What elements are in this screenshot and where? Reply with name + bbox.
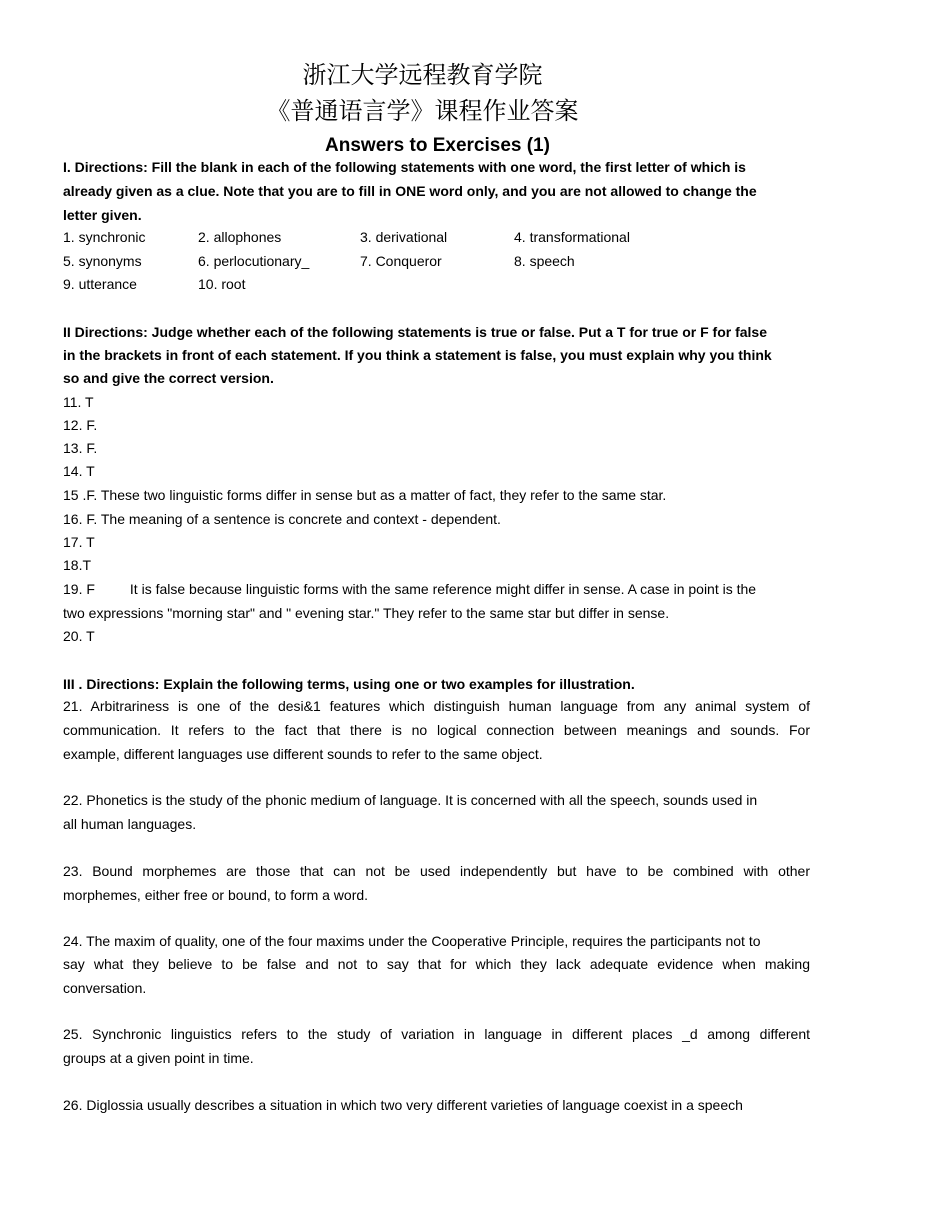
institution-title: 浙江大学远程教育学院 xyxy=(302,61,543,89)
term-line: 23. Bound morphemes are those that can not be used independently but have to be combined with other xyxy=(63,863,810,879)
answer-line: 14. T xyxy=(63,463,95,479)
answer-cell: 8. speech xyxy=(514,253,575,269)
answer-line: 13. F. xyxy=(63,440,98,456)
term-line: say what they believe to be false and not to say that for which they lack adequate evidence when making xyxy=(63,956,810,972)
answer-line: 11. T xyxy=(63,394,94,410)
term-line: morphemes, either free or bound, to form a word. xyxy=(63,887,369,903)
answer-line: two expressions "morning star" and " evening star." They refer to the same star but differ in sense. xyxy=(63,605,670,621)
section1-directions-line: letter given. xyxy=(63,207,142,223)
term-line: 22. Phonetics is the study of the phonic medium of language. It is concerned with all the speech, sounds used in xyxy=(63,792,758,808)
page-title: Answers to Exercises (1) xyxy=(325,135,550,156)
course-title: 《普通语言学》课程作业答案 xyxy=(266,97,579,125)
term-line: 25. Synchronic linguistics refers to the study of variation in language in different places _d among different xyxy=(63,1026,810,1042)
answer-cell: 6. perlocutionary_ xyxy=(198,253,310,269)
section3-directions: III . Directions: Explain the following terms, using one or two examples for illustration. xyxy=(63,676,635,692)
answer-cell: 10. root xyxy=(198,276,246,292)
term-line: 24. The maxim of quality, one of the four maxims under the Cooperative Principle, requires the participants not to xyxy=(63,933,761,949)
term-line: conversation. xyxy=(63,980,147,996)
section2-directions-line: so and give the correct version. xyxy=(63,370,274,386)
answer-line: 15 .F. These two linguistic forms differ in sense but as a matter of fact, they refer to the same star. xyxy=(63,487,667,503)
answer-cell: 7. Conqueror xyxy=(360,253,442,269)
term-line: communication. It refers to the fact that there is no logical connection between meanings and sounds. For xyxy=(63,722,810,738)
section2-directions-line: in the brackets in front of each statement. If you think a statement is false, you must explain why you think xyxy=(63,347,772,363)
term-line: 26. Diglossia usually describes a situation in which two very different varieties of language coexist in a speech xyxy=(63,1097,743,1113)
answer-line: 20. T xyxy=(63,628,95,644)
answer-line: 12. F. xyxy=(63,417,98,433)
section1-directions-line: I. Directions: Fill the blank in each of the following statements with one word, the first letter of which is xyxy=(63,159,746,175)
answer-cell: 9. utterance xyxy=(63,276,137,292)
answer-cell: 2. allophones xyxy=(198,229,282,245)
section2-directions-line: II Directions: Judge whether each of the following statements is true or false. Put a T for true or F for false xyxy=(63,324,768,340)
answer-line: 19. F It is false because linguistic forms with the same reference might differ in sense. A case in point is the xyxy=(63,581,757,597)
term-line: groups at a given point in time. xyxy=(63,1050,254,1066)
answer-line: 17. T xyxy=(63,534,95,550)
answer-cell: 3. derivational xyxy=(360,229,448,245)
section1-directions-line: already given as a clue. Note that you are to fill in ONE word only, and you are not allowed to change the xyxy=(63,183,757,199)
answer-cell: 5. synonyms xyxy=(63,253,142,269)
answer-cell: 4. transformational xyxy=(514,229,630,245)
answer-line: 16. F. The meaning of a sentence is concrete and context - dependent. xyxy=(63,511,501,527)
term-line: example, different languages use different sounds to refer to the same object. xyxy=(63,746,543,762)
term-line: 21. Arbitrariness is one of the desi&1 features which distinguish human language from any animal system of xyxy=(63,698,810,714)
answer-line: 18.T xyxy=(63,557,92,573)
answer-cell: 1. synchronic xyxy=(63,229,146,245)
term-line: all human languages. xyxy=(63,816,197,832)
